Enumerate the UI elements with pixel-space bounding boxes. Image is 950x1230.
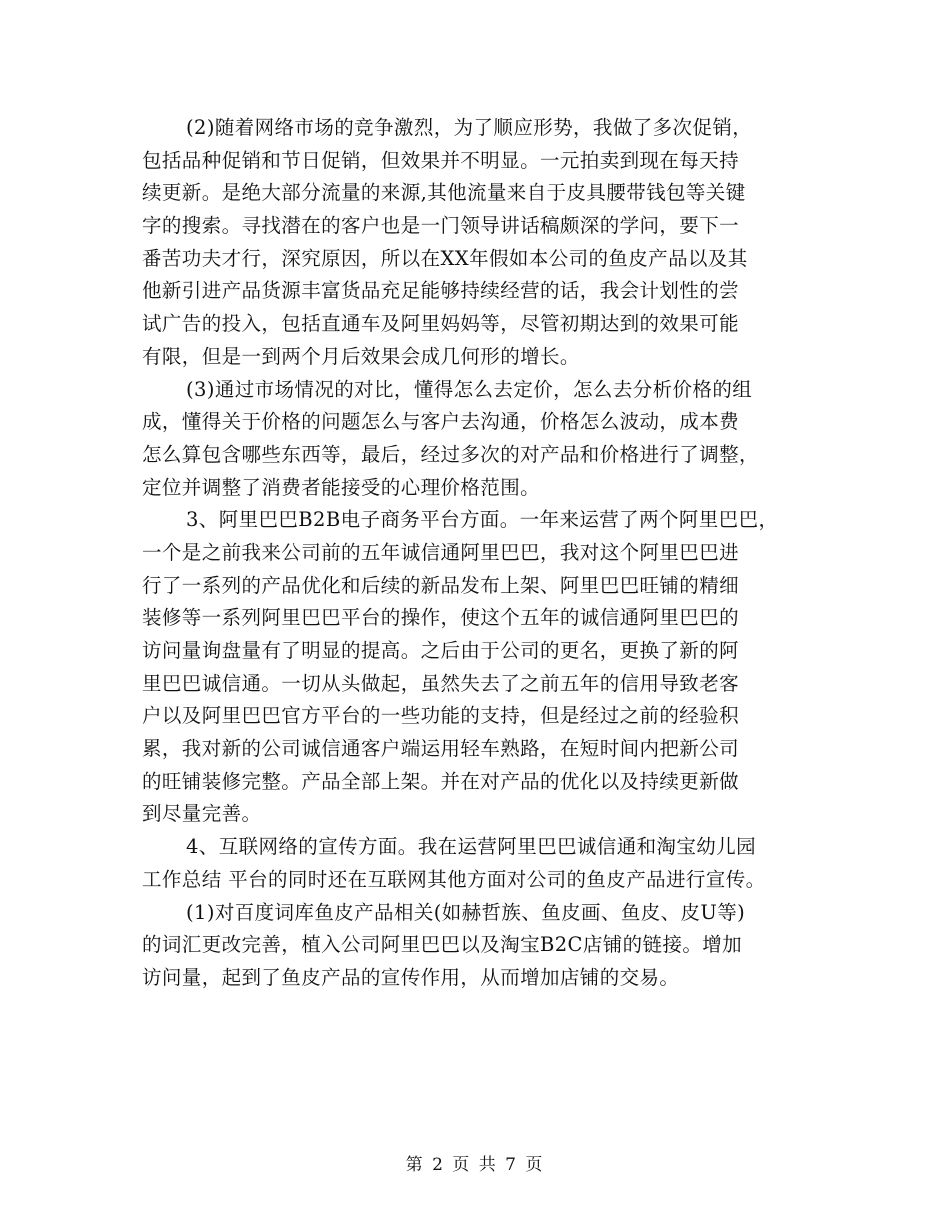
- text-line: (2)随着网络市场的竞争激烈，为了顺应形势，我做了多次促销，: [186, 116, 753, 139]
- text-line: 续更新。是绝大部分流量的来源,其他流量来自于皮具腰带钱包等关键: [142, 181, 746, 205]
- text-line: 户以及阿里巴巴官方平台的一些功能的支持，但是经过之前的经验积: [142, 704, 740, 728]
- text-line: 试广告的投入，包括直通车及阿里妈妈等，尽管初期达到的效果可能: [142, 312, 740, 336]
- text-line: 他新引进产品货源丰富货品充足能够持续经营的话，我会计划性的尝: [142, 279, 740, 303]
- text-line: 装修等一系列阿里巴巴平台的操作，使这个五年的诚信通阿里巴巴的: [142, 606, 740, 630]
- text-line: 4、互联网络的宣传方面。我在运营阿里巴巴诚信通和淘宝幼儿园: [186, 835, 757, 859]
- body-text: [142, 112, 812, 995]
- text-line: 的旺铺装修完整。产品全部上架。并在对产品的优化以及持续更新做: [142, 769, 740, 793]
- text-line: 的词汇更改完善，植入公司阿里巴巴以及淘宝B2C店铺的链接。增加: [142, 933, 743, 957]
- text-line: 3、阿里巴巴B2B电子商务平台方面。一年来运营了两个阿里巴巴，: [186, 508, 779, 532]
- text-line: 怎么算包含哪些东西等，最后，经过多次的对产品和价格进行了调整，: [142, 442, 759, 466]
- text-line: 到尽量完善。: [142, 802, 262, 826]
- text-line: (3)通过市场情况的对比，懂得怎么去定价，怎么去分析价格的组: [186, 377, 753, 401]
- text-line: 工作总结 平台的同时还在互联网其他方面对公司的鱼皮产品进行宣传。: [142, 867, 766, 891]
- text-line: 一个是之前我来公司前的五年诚信通阿里巴巴，我对这个阿里巴巴进: [142, 540, 740, 564]
- text-line: 行了一系列的产品优化和后续的新品发布上架、阿里巴巴旺铺的精细: [142, 573, 740, 597]
- text-line: 番苦功夫才行，深究原因，所以在XX年假如本公司的鱼皮产品以及其: [142, 246, 748, 270]
- text-line: 成，懂得关于价格的问题怎么与客户去沟通，价格怎么波动，成本费: [142, 410, 740, 434]
- text-line: (1)对百度词库鱼皮产品相关(如赫哲族、鱼皮画、鱼皮、皮U等): [186, 900, 746, 924]
- text-line: 字的搜索。寻找潜在的客户也是一门领导讲话稿颇深的学问，要下一: [142, 214, 740, 238]
- text-line: 里巴巴诚信通。一切从头做起，虽然失去了之前五年的信用导致老客: [142, 671, 740, 695]
- text-line: 有限，但是一到两个月后效果会成几何形的增长。: [142, 344, 580, 368]
- text-line: 定位并调整了消费者能接受的心理价格范围。: [142, 475, 541, 499]
- text-line: 访问量，起到了鱼皮产品的宣传作用，从而增加店铺的交易。: [142, 965, 680, 989]
- text-line: 累，我对新的公司诚信通客户端运用轻车熟路，在短时间内把新公司: [142, 737, 740, 761]
- text-line: 访问量询盘量有了明显的提高。之后由于公司的更名，更换了新的阿: [142, 639, 740, 662]
- text-line: 包括品种促销和节日促销，但效果并不明显。一元拍卖到现在每天持: [142, 148, 740, 172]
- page-footer: 第 2 页 共 7 页: [405, 1155, 545, 1175]
